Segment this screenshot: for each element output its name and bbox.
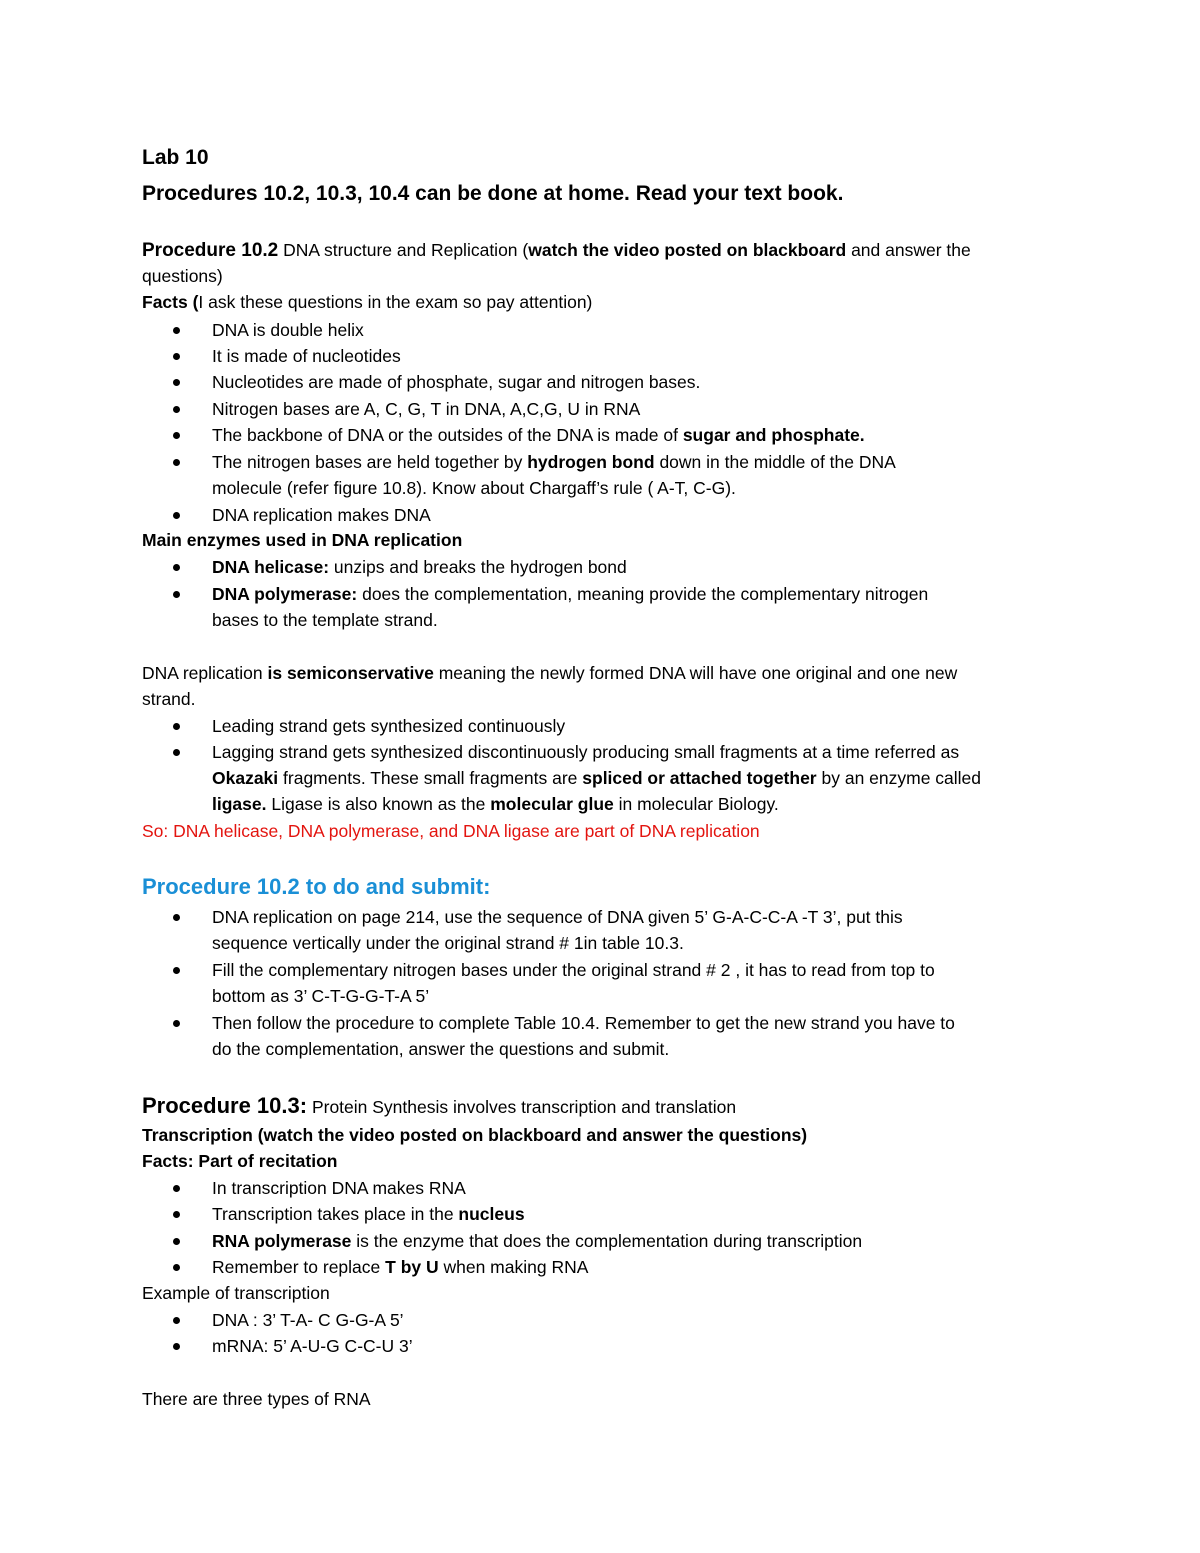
p103-heading: Procedure 10.3: [142,1093,308,1118]
submit-item: DNA replication on page 214, use the sequence of DNA given 5’ G-A-C-C-A -T 3’, put this [212,907,903,927]
rna-types-line: There are three types of RNA [142,1389,371,1409]
bullet-icon [173,1257,183,1267]
enzyme-polymerase-line2: bases to the template strand. [212,610,438,630]
bullet-icon [173,907,183,917]
bullet-icon [173,584,183,594]
enzyme-helicase: DNA helicase: unzips and breaks the hydrogen bond [212,557,627,577]
enzyme-polymerase: DNA polymerase: does the complementation, meaning provide the complementary nitrogen [212,584,929,604]
bullet-icon [173,425,183,435]
bullet-icon [173,452,183,462]
bullet-icon [173,1178,183,1188]
doc-subtitle: Procedures 10.2, 10.3, 10.4 can be done at home. Read your text book. [142,182,844,205]
semiconservative-line2: strand. [142,689,196,709]
bullet-icon [173,346,183,356]
lagging-strand-line2: Okazaki fragments. These small fragments are spliced or attached together by an enzyme called [212,768,982,788]
bullet-icon [173,505,183,515]
fact-nitrogen-line2: molecule (refer figure 10.8). Know about Chargaff’s rule ( A-T, C-G). [212,478,736,498]
p103-heading-line: Procedure 10.3: Protein Synthesis involves transcription and translation [142,1093,737,1118]
recitation-facts: Facts: Part of recitation [142,1151,338,1171]
bullet-icon [173,1231,183,1241]
bullet-icon [173,1013,183,1023]
lagging-strand: Lagging strand gets synthesized discontinuously producing small fragments at a time referred as [212,742,960,762]
facts-line: Facts (I ask these questions in the exam so pay attention) [142,292,593,312]
submit-heading: Procedure 10.2 to do and submit: [142,874,491,899]
fact-item: Nucleotides are made of phosphate, sugar and nitrogen bases. [212,372,701,392]
bullet-icon [173,716,183,726]
bullet-icon [173,1310,183,1320]
fact-item: Nitrogen bases are A, C, G, T in DNA, A,C,G, U in RNA [212,399,641,419]
example-dna: DNA : 3’ T-A- C G-G-A 5’ [212,1310,404,1330]
transcription-fact: Transcription takes place in the nucleus [212,1204,525,1224]
fact-backbone: The backbone of DNA or the outsides of the DNA is made of sugar and phosphate. [212,425,865,445]
p102-heading: Procedure 10.2 [142,240,279,261]
transcription-fact: RNA polymerase is the enzyme that does the complementation during transcription [212,1231,863,1251]
fact-item: DNA replication makes DNA [212,505,431,525]
fact-nitrogen: The nitrogen bases are held together by hydrogen bond down in the middle of the DNA [212,452,896,472]
p102-heading-line: Procedure 10.2 DNA structure and Replication (watch the video posted on blackboard and answer the [142,240,971,261]
bullet-icon [173,557,183,567]
submit-item: Then follow the procedure to complete Table 10.4. Remember to get the new strand you have to [212,1013,955,1033]
enzymes-heading: Main enzymes used in DNA replication [142,530,463,550]
submit-item: Fill the complementary nitrogen bases under the original strand # 2 , it has to read from top to [212,960,935,980]
semiconservative-line: DNA replication is semiconservative meaning the newly formed DNA will have one original and one new [142,663,958,683]
transcription-heading: Transcription (watch the video posted on blackboard and answer the questions) [142,1125,808,1145]
replication-summary: So: DNA helicase, DNA polymerase, and DNA ligase are part of DNA replication [142,821,760,841]
bullet-icon [173,1204,183,1214]
bullet-icon [173,1336,183,1346]
bullet-icon [173,320,183,330]
transcription-fact: Remember to replace T by U when making RNA [212,1257,589,1277]
bullet-icon [173,742,183,752]
example-mrna: mRNA: 5’ A-U-G C-C-U 3’ [212,1336,413,1356]
doc-title: Lab 10 [142,146,209,169]
lagging-strand-line3: ligase. Ligase is also known as the molecular glue in molecular Biology. [212,794,779,814]
bullet-icon [173,960,183,970]
leading-strand: Leading strand gets synthesized continuously [212,716,566,736]
fact-item: It is made of nucleotides [212,346,401,366]
submit-item-line2: bottom as 3’ C-T-G-G-T-A 5’ [212,986,430,1006]
p102-heading-line2: questions) [142,266,223,286]
submit-item-line2: do the complementation, answer the questions and submit. [212,1039,670,1059]
transcription-example-label: Example of transcription [142,1283,330,1303]
fact-item: DNA is double helix [212,320,364,340]
submit-item-line2: sequence vertically under the original strand # 1in table 10.3. [212,933,684,953]
bullet-icon [173,399,183,409]
transcription-fact: In transcription DNA makes RNA [212,1178,466,1198]
bullet-icon [173,372,183,382]
